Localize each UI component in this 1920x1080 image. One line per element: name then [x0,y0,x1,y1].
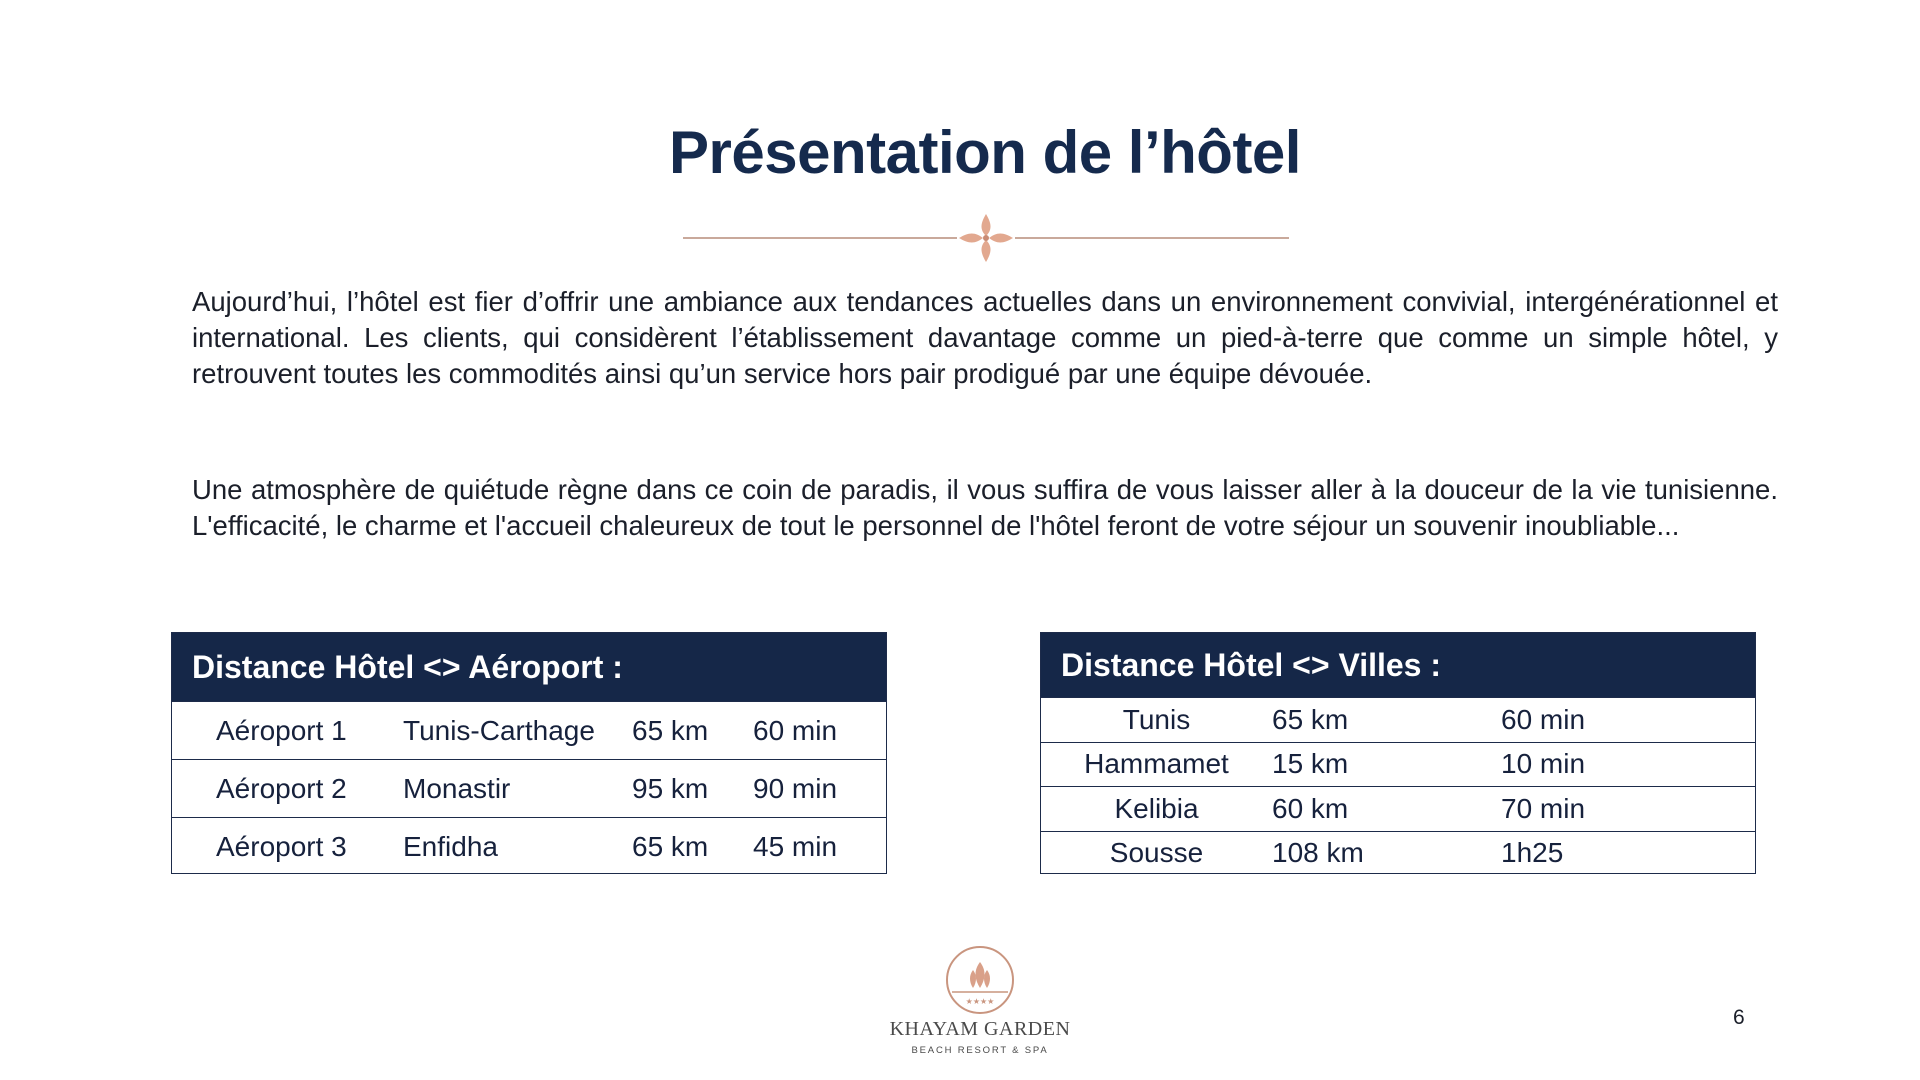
logo-subtitle: BEACH RESORT & SPA [911,1045,1049,1056]
airport-distance-table [171,632,887,874]
city-time: 60 min [1501,703,1586,735]
airport-distance: 65 km [632,714,709,746]
city-distance: 108 km [1272,837,1364,869]
logo-name: KHAYAM GARDEN [889,1018,1071,1040]
table-row [1041,786,1755,831]
table-row [172,701,886,759]
slide-title: Présentation de l’hôtel [669,119,1301,186]
airport-label: Aéroport 2 [216,772,347,804]
atmosphere-paragraph: Une atmosphère de quiétude règne dans ce coin de paradis, il vous suffira de vous laisser aller à la douceur de la vie tunisienne. L'efficacité, le charme et l'accueil chaleureux de tout le personnel de l'hôtel feront de votre séjour un souvenir inoubliable... [192,474,1778,541]
airport-place: Monastir [403,772,511,804]
logo-emblem-icon [940,944,1020,1016]
table-row [1041,742,1755,787]
intro-paragraph: Aujourd’hui, l’hôtel est fier d’offrir une ambiance aux tendances actuelles dans un environnement convivial, intergénérationnel et international. Les clients, qui considèrent l’établissement davantage comme un pied-à-terre que comme un simple hôtel, y retrouvent toutes les commodités ainsi qu’un service hors pair prodigué par une équipe dévouée. [192,286,1778,389]
table-row [1041,831,1755,876]
table-row [1041,697,1755,742]
airport-place: Enfidha [403,830,498,862]
table-row [172,817,886,875]
city-time: 70 min [1501,792,1586,824]
cities-distance-table [1040,632,1756,874]
cities-table-header: Distance Hôtel <> Villes : [1041,633,1755,697]
city-name: Sousse [1109,837,1204,869]
city-name: Hammamet [1084,748,1229,780]
table-row [172,759,886,817]
airport-distance: 65 km [632,830,709,862]
airport-label: Aéroport 3 [216,830,347,862]
city-time: 10 min [1501,748,1586,780]
airport-time: 90 min [753,772,838,804]
svg-text:★★★★: ★★★★ [965,997,995,1006]
city-name: Tunis [1122,703,1191,735]
city-distance: 65 km [1272,703,1349,735]
city-time: 1h25 [1501,837,1564,869]
page-number: 6 [1733,1006,1745,1029]
city-name: Kelibia [1114,792,1199,824]
city-distance: 60 km [1272,792,1349,824]
airport-time: 45 min [753,830,838,862]
airport-distance: 95 km [632,772,709,804]
airport-table-header: Distance Hôtel <> Aéroport : [172,633,886,701]
airport-label: Aéroport 1 [216,714,347,746]
city-distance: 15 km [1272,748,1349,780]
hotel-logo [880,944,1080,1064]
airport-time: 60 min [753,714,838,746]
airport-place: Tunis-Carthage [403,714,595,746]
ornament-divider [683,214,1289,262]
